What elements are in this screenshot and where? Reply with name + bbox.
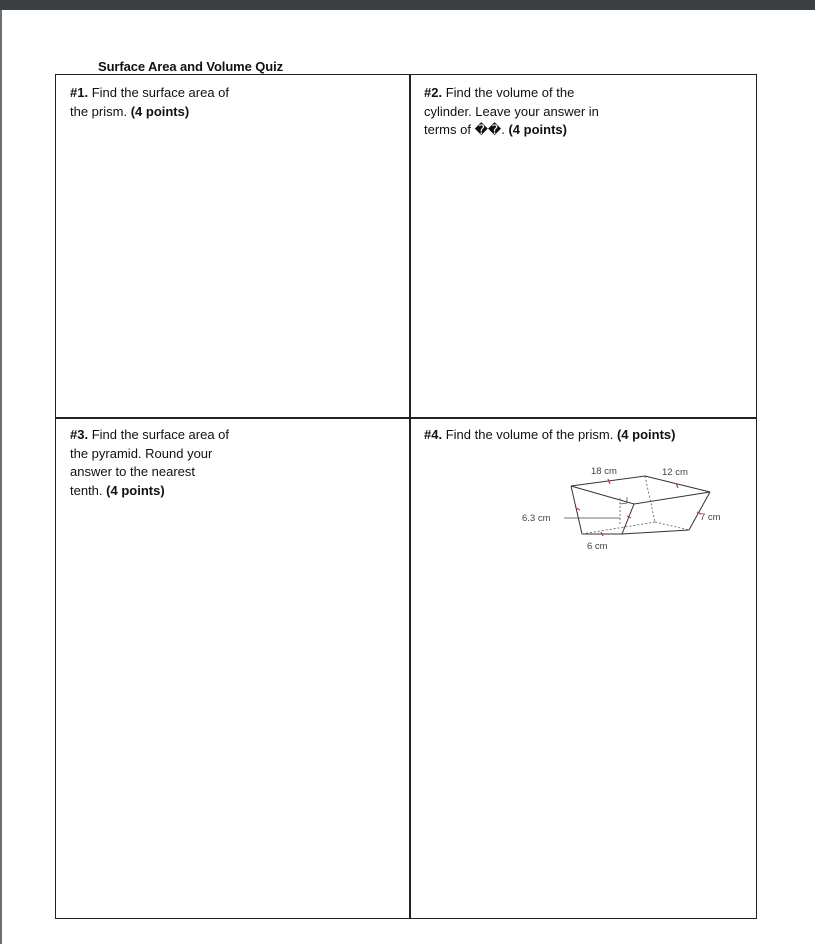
label-right-length: 7 cm [700, 512, 721, 523]
question-2-points: (4 points) [508, 122, 567, 137]
trapezoidal-prism-figure [460, 458, 735, 558]
page-left-edge [0, 10, 2, 944]
prism-edge-left [571, 486, 582, 534]
prism-edge-front [622, 504, 634, 534]
question-4-text: Find the volume of the prism. [445, 427, 614, 442]
question-3-number: #3. [70, 427, 89, 442]
grid-vertical-divider [409, 75, 411, 918]
tick-mark [608, 479, 610, 484]
question-4-points: (4 points) [616, 427, 676, 442]
question-3-points: (4 points) [106, 482, 165, 498]
question-3 [70, 426, 230, 500]
label-side-length: 12 cm [662, 467, 688, 478]
label-bottom-length: 6 cm [587, 541, 608, 552]
prism-hidden-bottom-2 [655, 522, 689, 530]
prism-edge-right [689, 492, 710, 530]
question-1 [70, 84, 250, 121]
prism-bottom-right [622, 530, 689, 534]
question-1-text: Find the surface area of the prism. [70, 85, 230, 119]
question-2 [424, 84, 624, 140]
quiz-title: Surface Area and Volume Quiz [98, 59, 284, 74]
question-4 [424, 426, 724, 445]
question-4-number: #4. [424, 427, 443, 442]
viewer-top-bar [0, 0, 815, 10]
question-1-points: (4 points) [130, 103, 190, 119]
question-3-text: Find the surface area of the pyramid. Round your answer to the nearest tenth. [70, 427, 230, 498]
label-height: 6.3 cm [522, 513, 551, 524]
prism-top-face [571, 476, 710, 504]
prism-hidden-edge [645, 476, 655, 522]
grid-horizontal-divider [56, 417, 756, 419]
label-top-length: 18 cm [591, 466, 617, 477]
question-2-text: Find the volume of the cylinder. Leave your answer in terms of ��. [424, 85, 599, 137]
question-2-number: #2. [424, 85, 443, 100]
question-1-number: #1. [70, 85, 89, 100]
